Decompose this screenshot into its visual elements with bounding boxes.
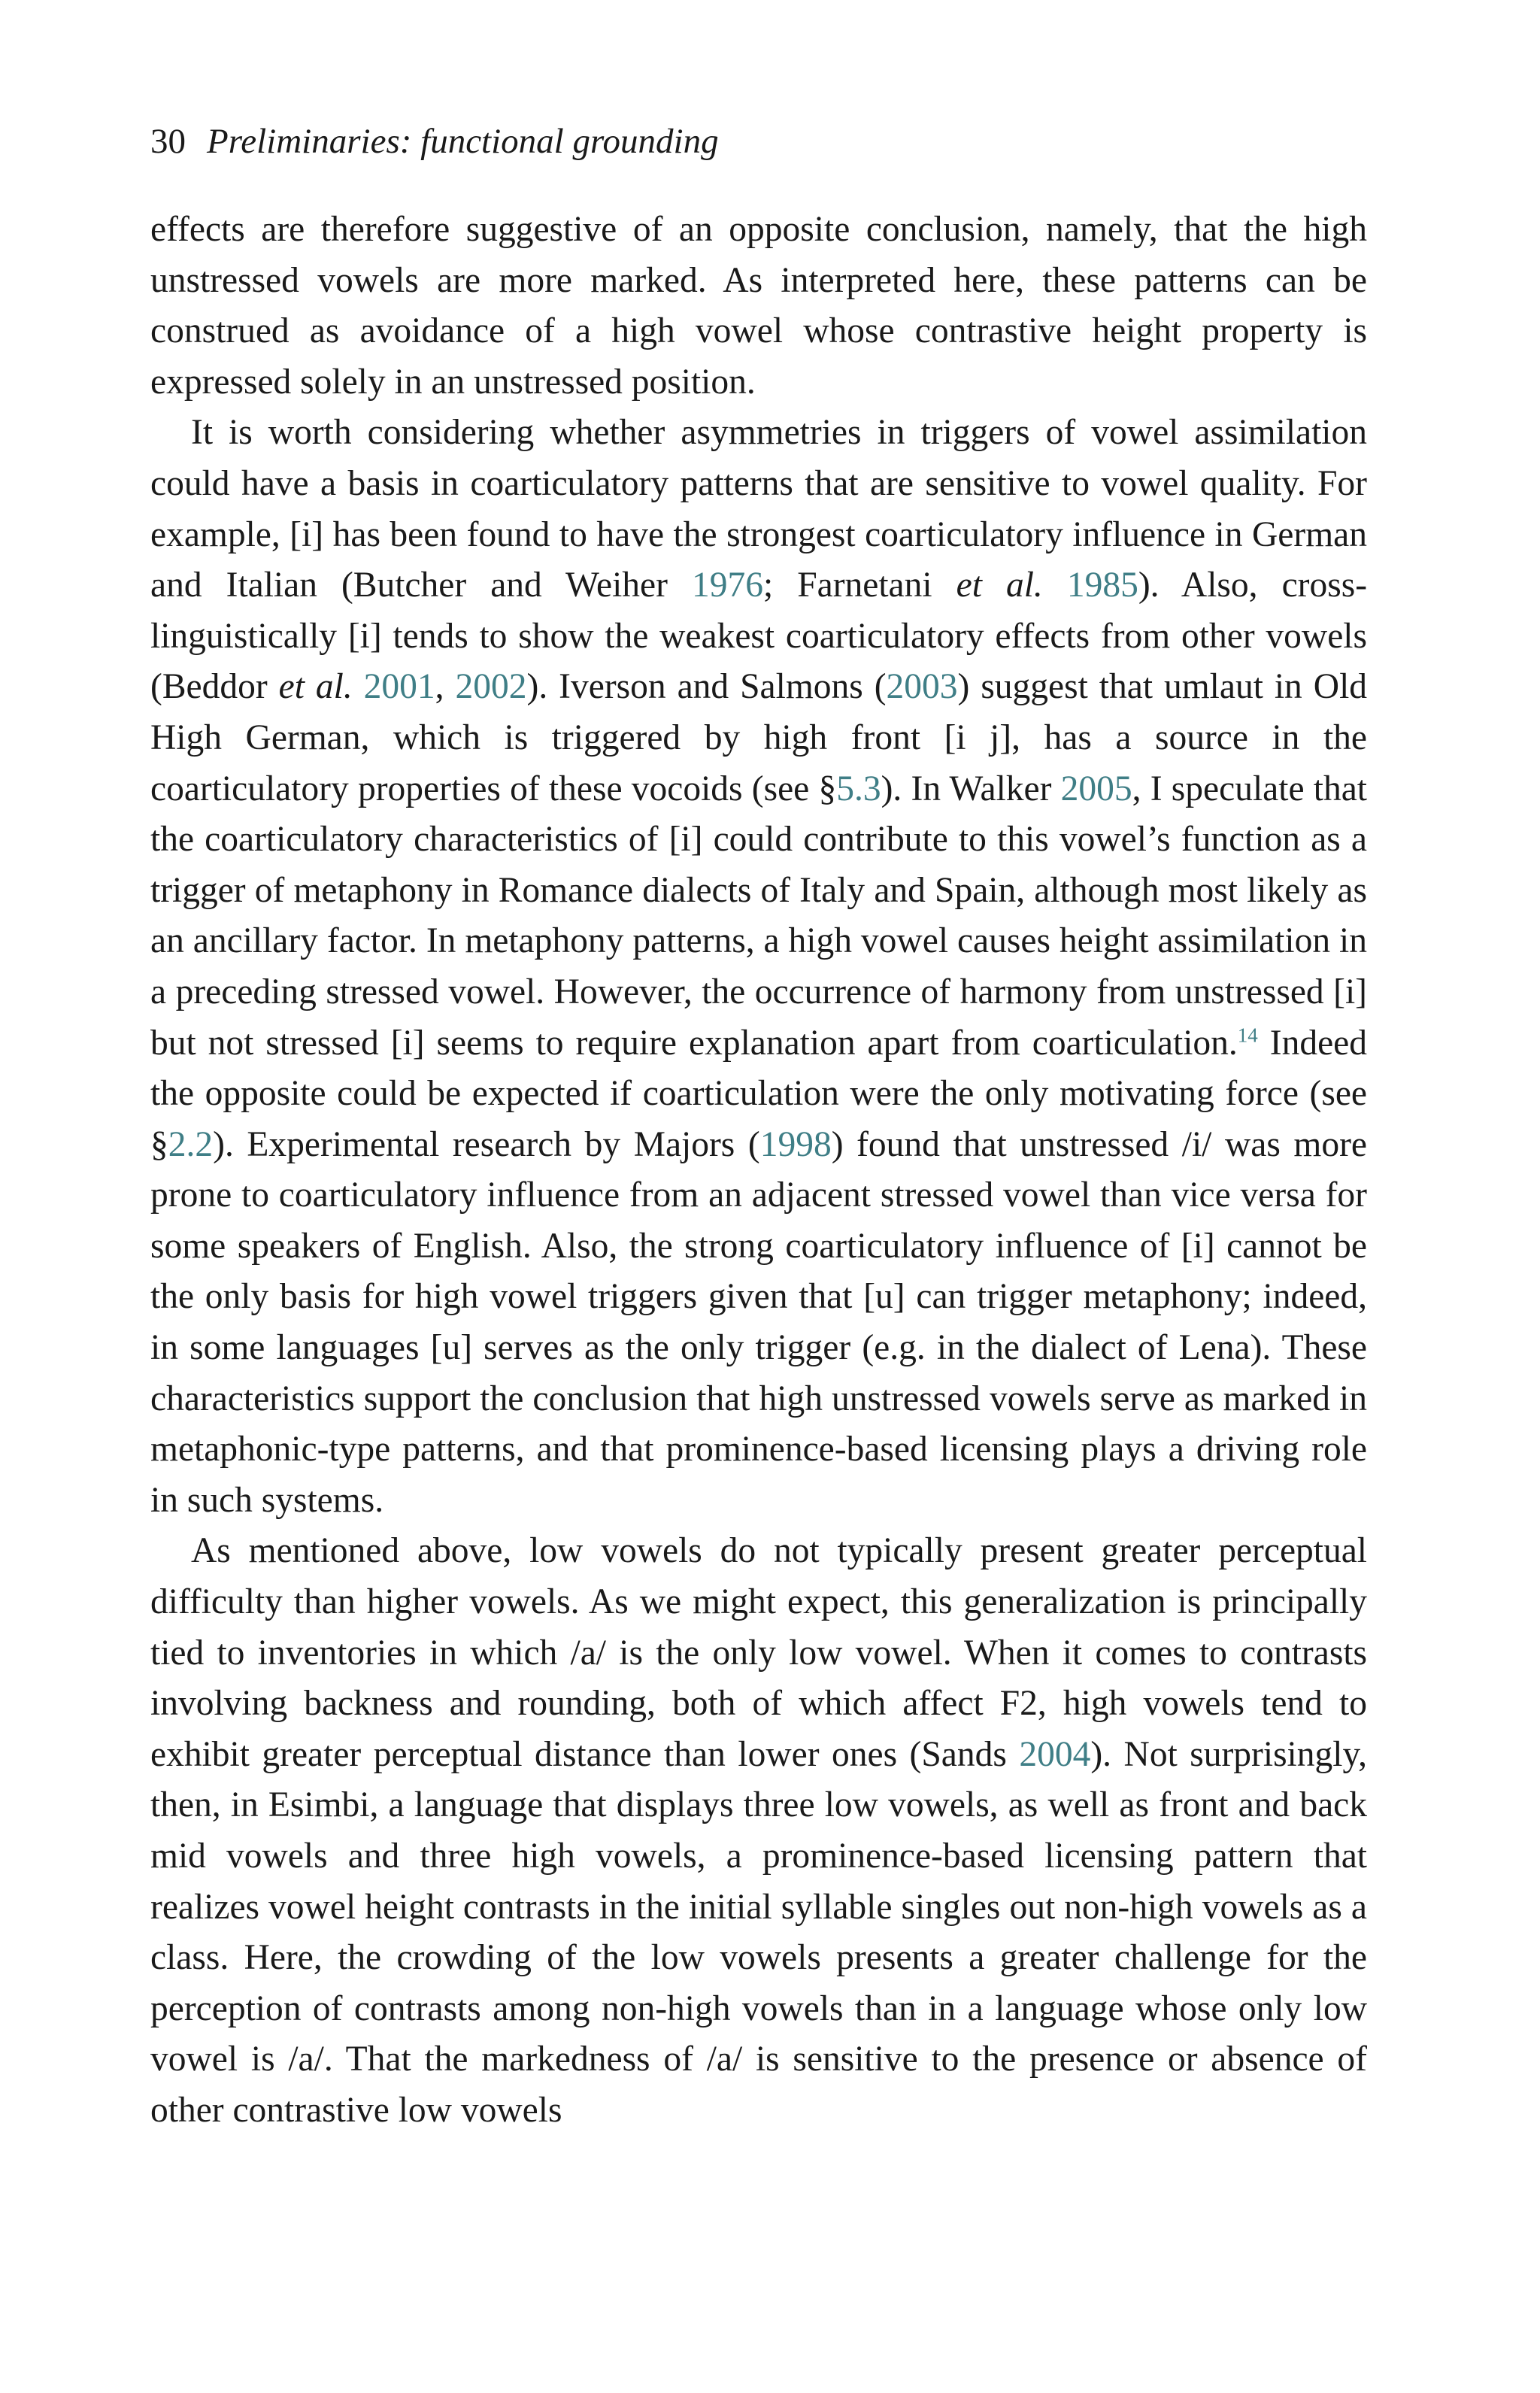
footnote-marker[interactable]: 14 xyxy=(1237,1023,1258,1046)
paragraph-text: ) found that unstressed /i/ was more prone to coarticulatory influence from an adjacent stressed vowel than vice versa for some speakers of English. Also, the strong coarticulatory influence of [i] cannot be the only basis for high vowel triggers given that [u] can trigger metaphony; indeed, in some languages [u] serves as the only trigger (e.g. in the dialect of Lena). These characteristics support the conclusion that high unstressed vowels serve as marked in metaphonic-type patterns, and that prominence-based licensing plays a driving role in such systems. xyxy=(150,1124,1367,1520)
book-page xyxy=(150,119,1367,2137)
paragraph-text xyxy=(353,667,364,706)
paragraph-3 xyxy=(150,1526,1367,2136)
citation-link[interactable]: 2004 xyxy=(1019,1734,1091,1774)
paragraph-text xyxy=(1043,566,1067,605)
paragraph-2 xyxy=(150,408,1367,1526)
italic-text: et al. xyxy=(956,566,1043,605)
paragraph-text: , I speculate that the coarticulatory characteristics of [i] could contribute to this vowel’s function as a trigger of metaphony in Romance dialects of Italy and Spain, although most likely as an ancillary factor. In metaphony patterns, a high vowel causes height assimilation in a preceding stressed vowel. However, the occurrence of harmony from unstressed [i] but not stressed [i] seems to require explanation apart from coarticulation. xyxy=(150,769,1367,1063)
citation-link[interactable]: 2002 xyxy=(455,667,527,707)
paragraph-text: ). Experimental research by Majors ( xyxy=(213,1124,760,1164)
paragraph-text: ). Also, cross-linguistically [i] tends to show the weakest coarticulatory effects from other vowels (Beddor xyxy=(150,566,1368,707)
paragraph-text: ). In Walker xyxy=(881,769,1061,808)
running-head xyxy=(150,119,1367,164)
citation-link[interactable]: 1998 xyxy=(759,1124,832,1164)
page-number: 30 xyxy=(150,122,186,161)
citation-link[interactable]: 2001 xyxy=(363,667,435,707)
paragraph-text: ). Iverson and Salmons ( xyxy=(526,667,887,707)
paragraph-text: , xyxy=(435,667,456,707)
paragraph-text: It is worth considering whether asymmetries in triggers of vowel assimilation could have a basis in coarticulatory patterns that are sensitive to vowel quality. For example, [i] has been found to have the strongest coarticulatory influence in German and Italian (Butcher and Weiher xyxy=(150,413,1367,605)
paragraph-text: ) suggest that umlaut in Old High German, which is triggered by high front [i j], has a source in the coarticulatory properties of these vocoids (see § xyxy=(150,667,1368,808)
citation-link[interactable]: 1976 xyxy=(691,566,763,605)
citation-link[interactable]: 2003 xyxy=(886,667,958,707)
citation-link[interactable]: 1985 xyxy=(1066,566,1138,605)
paragraph-1 xyxy=(150,205,1367,408)
citation-link[interactable]: 2005 xyxy=(1060,769,1132,808)
italic-text: et al. xyxy=(278,667,353,707)
section-link[interactable]: 5.3 xyxy=(836,769,881,808)
running-title: Preliminaries: functional grounding xyxy=(207,122,719,161)
paragraph-text: ; Farnetani xyxy=(762,566,956,605)
paragraph-text: effects are therefore suggestive of an opposite conclusion, namely, that the high unstressed vowels are more marked. As interpreted here, these patterns can be construed as avoidance of a high vowel whose contrastive height property is expressed solely in an unstressed position. xyxy=(150,210,1367,402)
paragraph-text: As mentioned above, low vowels do not typically present greater perceptual difficulty than higher vowels. As we might expect, this generalization is principally tied to inventories in which /a/ is the only low vowel. When it comes to contrasts involving backness and rounding, both of which affect F2, high vowels tend to exhibit greater perceptual distance than lower ones (Sands xyxy=(150,1531,1367,1774)
paragraph-text: ). Not surprisingly, then, in Esimbi, a language that displays three low vowels, as well as front and back mid vowels and three high vowels, a prominence-based licensing pattern that realizes vowel height contrasts in the initial syllable singles out non-high vowels as a class. Here, the crowding of the low vowels presents a greater challenge for the perception of contrasts among non-high vowels than in a language whose only low vowel is /a/. That the markedness of /a/ is sensitive to the presence or absence of other contrastive low vowels xyxy=(150,1734,1367,2130)
paragraph-text: Indeed the opposite could be expected if coarticulation were the only motivating force (see § xyxy=(150,1023,1367,1164)
section-link[interactable]: 2.2 xyxy=(168,1124,214,1164)
